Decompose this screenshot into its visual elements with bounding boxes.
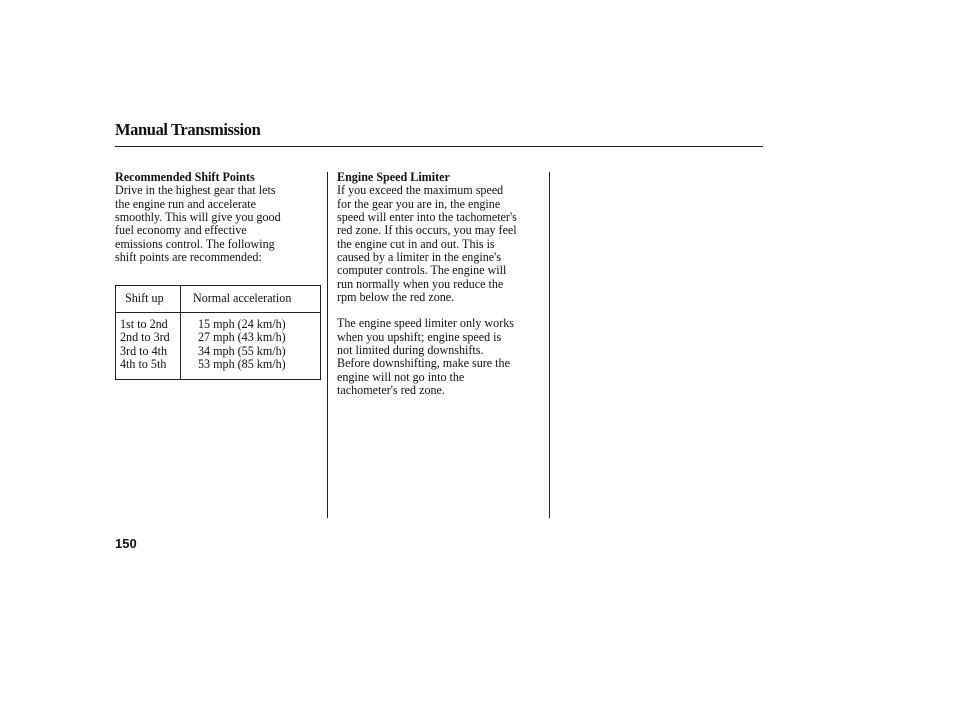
table-cell-gear: 3rd to 4th [120, 343, 168, 358]
title-rule [115, 146, 763, 147]
table-row [116, 331, 320, 344]
shift-points-paragraph: Drive in the highest gear that lets the engine run and accelerate smoothly. This will give you good fuel economy and effective emissions control. The following shift points are recommended: [115, 183, 281, 265]
table-header-divider [116, 312, 320, 313]
table-cell-speed: 27 mph (43 km/h) [198, 330, 286, 345]
table-cell-gear: 2nd to 3rd [120, 330, 170, 345]
table-body [116, 318, 320, 371]
table-cell-gear: 4th to 5th [120, 357, 167, 372]
engine-limiter-paragraph-2: The engine speed limiter only works when you upshift; engine speed is not limited during downshifts. Before downshifting, make sure the engine will not go into the tachometer's red zone. [337, 316, 514, 398]
table-row [116, 358, 320, 371]
table-header-normal-acceleration: Normal acceleration [193, 291, 292, 305]
middle-column [337, 171, 545, 398]
shift-points-table [115, 285, 321, 380]
table-cell-speed: 34 mph (55 km/h) [198, 343, 286, 358]
table-cell-gear: 1st to 2nd [120, 317, 168, 331]
page-number: 150 [115, 536, 137, 551]
table-row [116, 345, 320, 358]
shift-points-heading: Recommended Shift Points [115, 170, 255, 184]
left-column [115, 171, 323, 264]
column-divider-left [327, 172, 328, 518]
table-row [116, 318, 320, 331]
engine-limiter-paragraph-1: If you exceed the maximum speed for the gear you are in, the engine speed will enter into the tachometer's red zone. If this occurs, you may feel the engine cut in and out. This is caused by a limiter in the engine's computer controls. The engine will run normally when you reduce the rpm below the red zone. [337, 183, 517, 305]
table-header-shift-up: Shift up [125, 291, 164, 305]
table-cell-speed: 15 mph (24 km/h) [198, 317, 286, 331]
column-divider-right [549, 172, 550, 518]
table-cell-speed: 53 mph (85 km/h) [198, 357, 286, 372]
engine-limiter-heading: Engine Speed Limiter [337, 170, 450, 184]
page-title: Manual Transmission [115, 120, 261, 139]
